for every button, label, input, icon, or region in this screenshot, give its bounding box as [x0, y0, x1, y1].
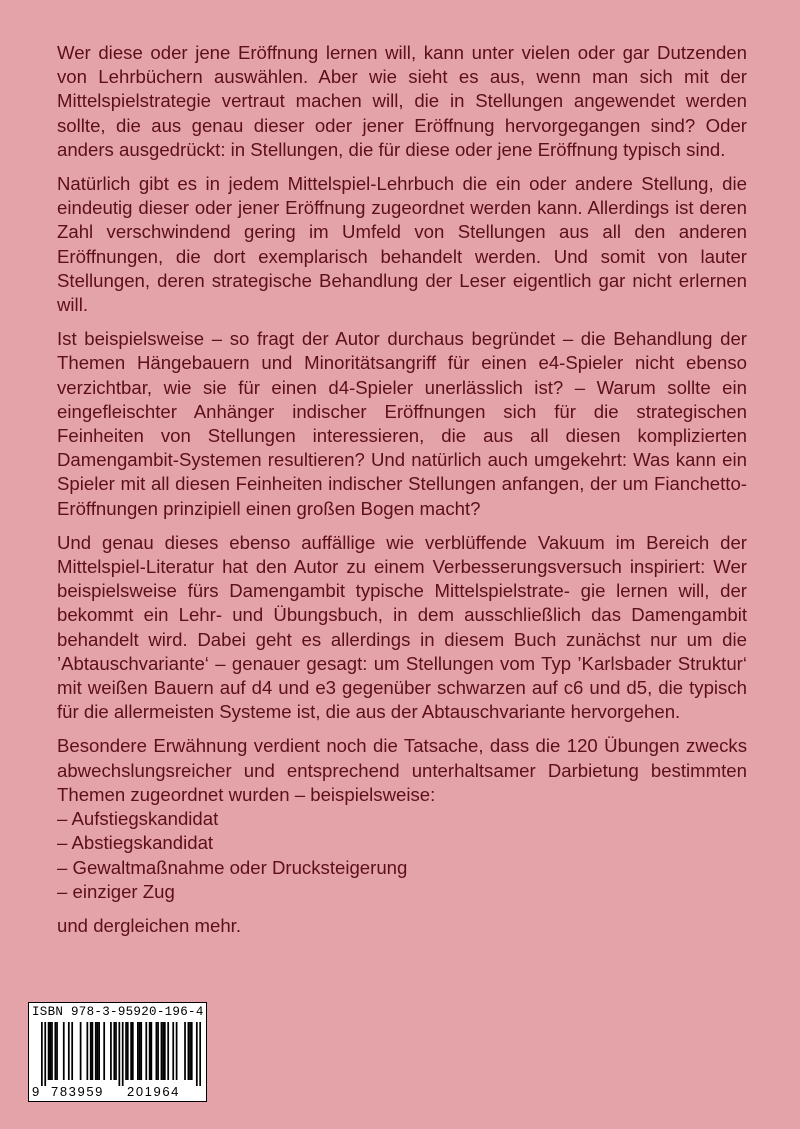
- theme-list: [57, 807, 747, 904]
- barcode-bar: [56, 1022, 58, 1080]
- barcode-bar: [118, 1022, 120, 1086]
- barcode-bar: [140, 1022, 142, 1080]
- barcode-bar: [130, 1022, 132, 1080]
- isbn-barcode: [28, 1002, 207, 1102]
- barcode-bar: [80, 1022, 82, 1080]
- barcode-bar: [86, 1022, 88, 1080]
- barcode-bar: [145, 1022, 147, 1080]
- paragraph-4: Und genau dieses ebenso auffällige wie verblüffende Vakuum im Bereich der Mittelspiel-Literatur hat den Autor zu einem Verbesserungsversuch inspiriert: Wer beispielsweise fürs Damengambit typische Mittelspielstrate- gie lernen will, der bekommt ein Lehr- und Übungsbuch, in dem ausschließlich das Damengambit behandelt wird. Dabei geht es allerdings in diesem Buch zunächst nur um die ’Abtauschvariante‘ – genauer gesagt: um Stellungen vom Typ ’Karlsbader Struktur‘ mit weißen Bauern auf d4 und e3 gegenüber schwarzen auf c6 und d5, die typisch für die allermeisten Systeme ist, die aus der Abtauschvariante hervorgehen.: [57, 531, 747, 723]
- barcode-bar: [97, 1022, 99, 1080]
- barcode-bar: [156, 1022, 158, 1080]
- paragraph-3: Ist beispielsweise – so fragt der Autor durchaus begründet – die Behandlung der Themen Hängebauern und Minoritätsangriff für einen e4-Spieler nicht ebenso verzichtbar, wie sie für einen d4-Spieler unerlässlich ist? – Warum sollte ein eingefleischter Anhänger indischer Eröffnungen sich für die strategischen Feinheiten von Stellungen interessieren, die aus all diesen komplizierten Damengambit-Systemen resultieren? Und natürlich auch umgekehrt: Was kann ein Spieler mit all diesen Feinheiten indischer Stellungen anfangen, der um Fianchetto-Eröffnungen prinzipiell einen großen Bogen macht?: [57, 328, 747, 519]
- barcode-bar: [54, 1022, 56, 1080]
- barcode-bar: [103, 1022, 105, 1080]
- barcode-bar: [189, 1022, 191, 1080]
- closing-line: und dergleichen mehr.: [57, 914, 241, 936]
- barcode-bars-icon: [41, 1022, 201, 1086]
- barcode-bar: [68, 1022, 70, 1080]
- isbn-number: ISBN 978-3-95920-196-4: [32, 1005, 204, 1019]
- back-cover-text: [57, 41, 747, 938]
- barcode-bar: [113, 1022, 115, 1080]
- barcode-bar: [49, 1022, 51, 1080]
- barcode-bar: [63, 1022, 65, 1080]
- barcode-bar: [167, 1022, 169, 1080]
- barcode-group-2: 201964: [127, 1084, 180, 1099]
- list-item: – Abstiegskandidat: [57, 832, 214, 854]
- barcode-bar: [172, 1022, 174, 1080]
- barcode-bar: [196, 1022, 198, 1086]
- barcode-bar: [164, 1022, 166, 1080]
- paragraph-5: Besondere Erwähnung verdient noch die Tatsache, dass die 120 Übungen zwecks abwechslungsreicher und entsprechend unterhaltsamer Darbietung bestimmten Themen zugeordnet wurden – beispielsweise:: [57, 735, 747, 805]
- barcode-bar: [157, 1022, 159, 1080]
- barcode-bar: [132, 1022, 134, 1080]
- barcode-bar: [176, 1022, 178, 1080]
- barcode-bar: [48, 1022, 50, 1080]
- barcode-bar: [51, 1022, 53, 1080]
- barcode-bar: [115, 1022, 117, 1080]
- barcode-bar: [44, 1022, 46, 1086]
- barcode-bar: [184, 1022, 186, 1080]
- barcode-bar: [90, 1022, 92, 1080]
- paragraph-2: Natürlich gibt es in jedem Mittelspiel-Lehrbuch die ein oder andere Stellung, die eindeutig dieser oder jener Eröffnung zugeordnet werden kann. Allerdings ist deren Zahl verschwindend gering im Umfeld von Stellungen aus all den anderen Eröffnungen, die dort exemplarisch behandelt werden. Und somit von lauter Stellungen, deren strategische Behandlung der Leser eigentlich gar nicht erlernen will.: [57, 173, 747, 316]
- paragraph-1: Wer diese oder jene Eröffnung lernen will, kann unter vielen oder gar Dutzenden von Lehrbüchern auswählen. Aber wie sieht es aus, wenn man sich mit der Mittelspielstrategie vertraut machen will, die in Stellungen angewendet werden sollte, die aus genau dieser oder jener Eröffnung hervorgegangen sind? Oder anders ausgedrückt: in Stellungen, die für diese oder jene Eröffnung typisch sind.: [57, 42, 747, 160]
- barcode-bar: [150, 1022, 152, 1080]
- barcode-bar: [95, 1022, 97, 1080]
- list-item: – Aufstiegskandidat: [57, 808, 219, 830]
- barcode-bar: [199, 1022, 201, 1086]
- barcode-bar: [122, 1022, 124, 1086]
- list-item: – einziger Zug: [57, 880, 175, 902]
- barcode-lead-digit: 9: [32, 1084, 40, 1099]
- barcode-bar: [41, 1022, 43, 1086]
- barcode-bar: [162, 1022, 164, 1080]
- barcode-bar: [149, 1022, 151, 1080]
- barcode-bar: [127, 1022, 129, 1080]
- barcode-bar: [188, 1022, 190, 1080]
- barcode-bar: [92, 1022, 94, 1080]
- barcode-bar: [98, 1022, 100, 1080]
- barcode-bar: [71, 1022, 73, 1080]
- barcode-bar: [125, 1022, 127, 1080]
- barcode-bar: [139, 1022, 141, 1080]
- barcode-bar: [161, 1022, 163, 1080]
- barcode-bar: [110, 1022, 112, 1080]
- list-item: – Gewaltmaßnahme oder Drucksteigerung: [57, 856, 408, 878]
- barcode-bar: [191, 1022, 193, 1080]
- barcode-group-1: 783959: [51, 1084, 104, 1099]
- barcode-bar: [137, 1022, 139, 1080]
